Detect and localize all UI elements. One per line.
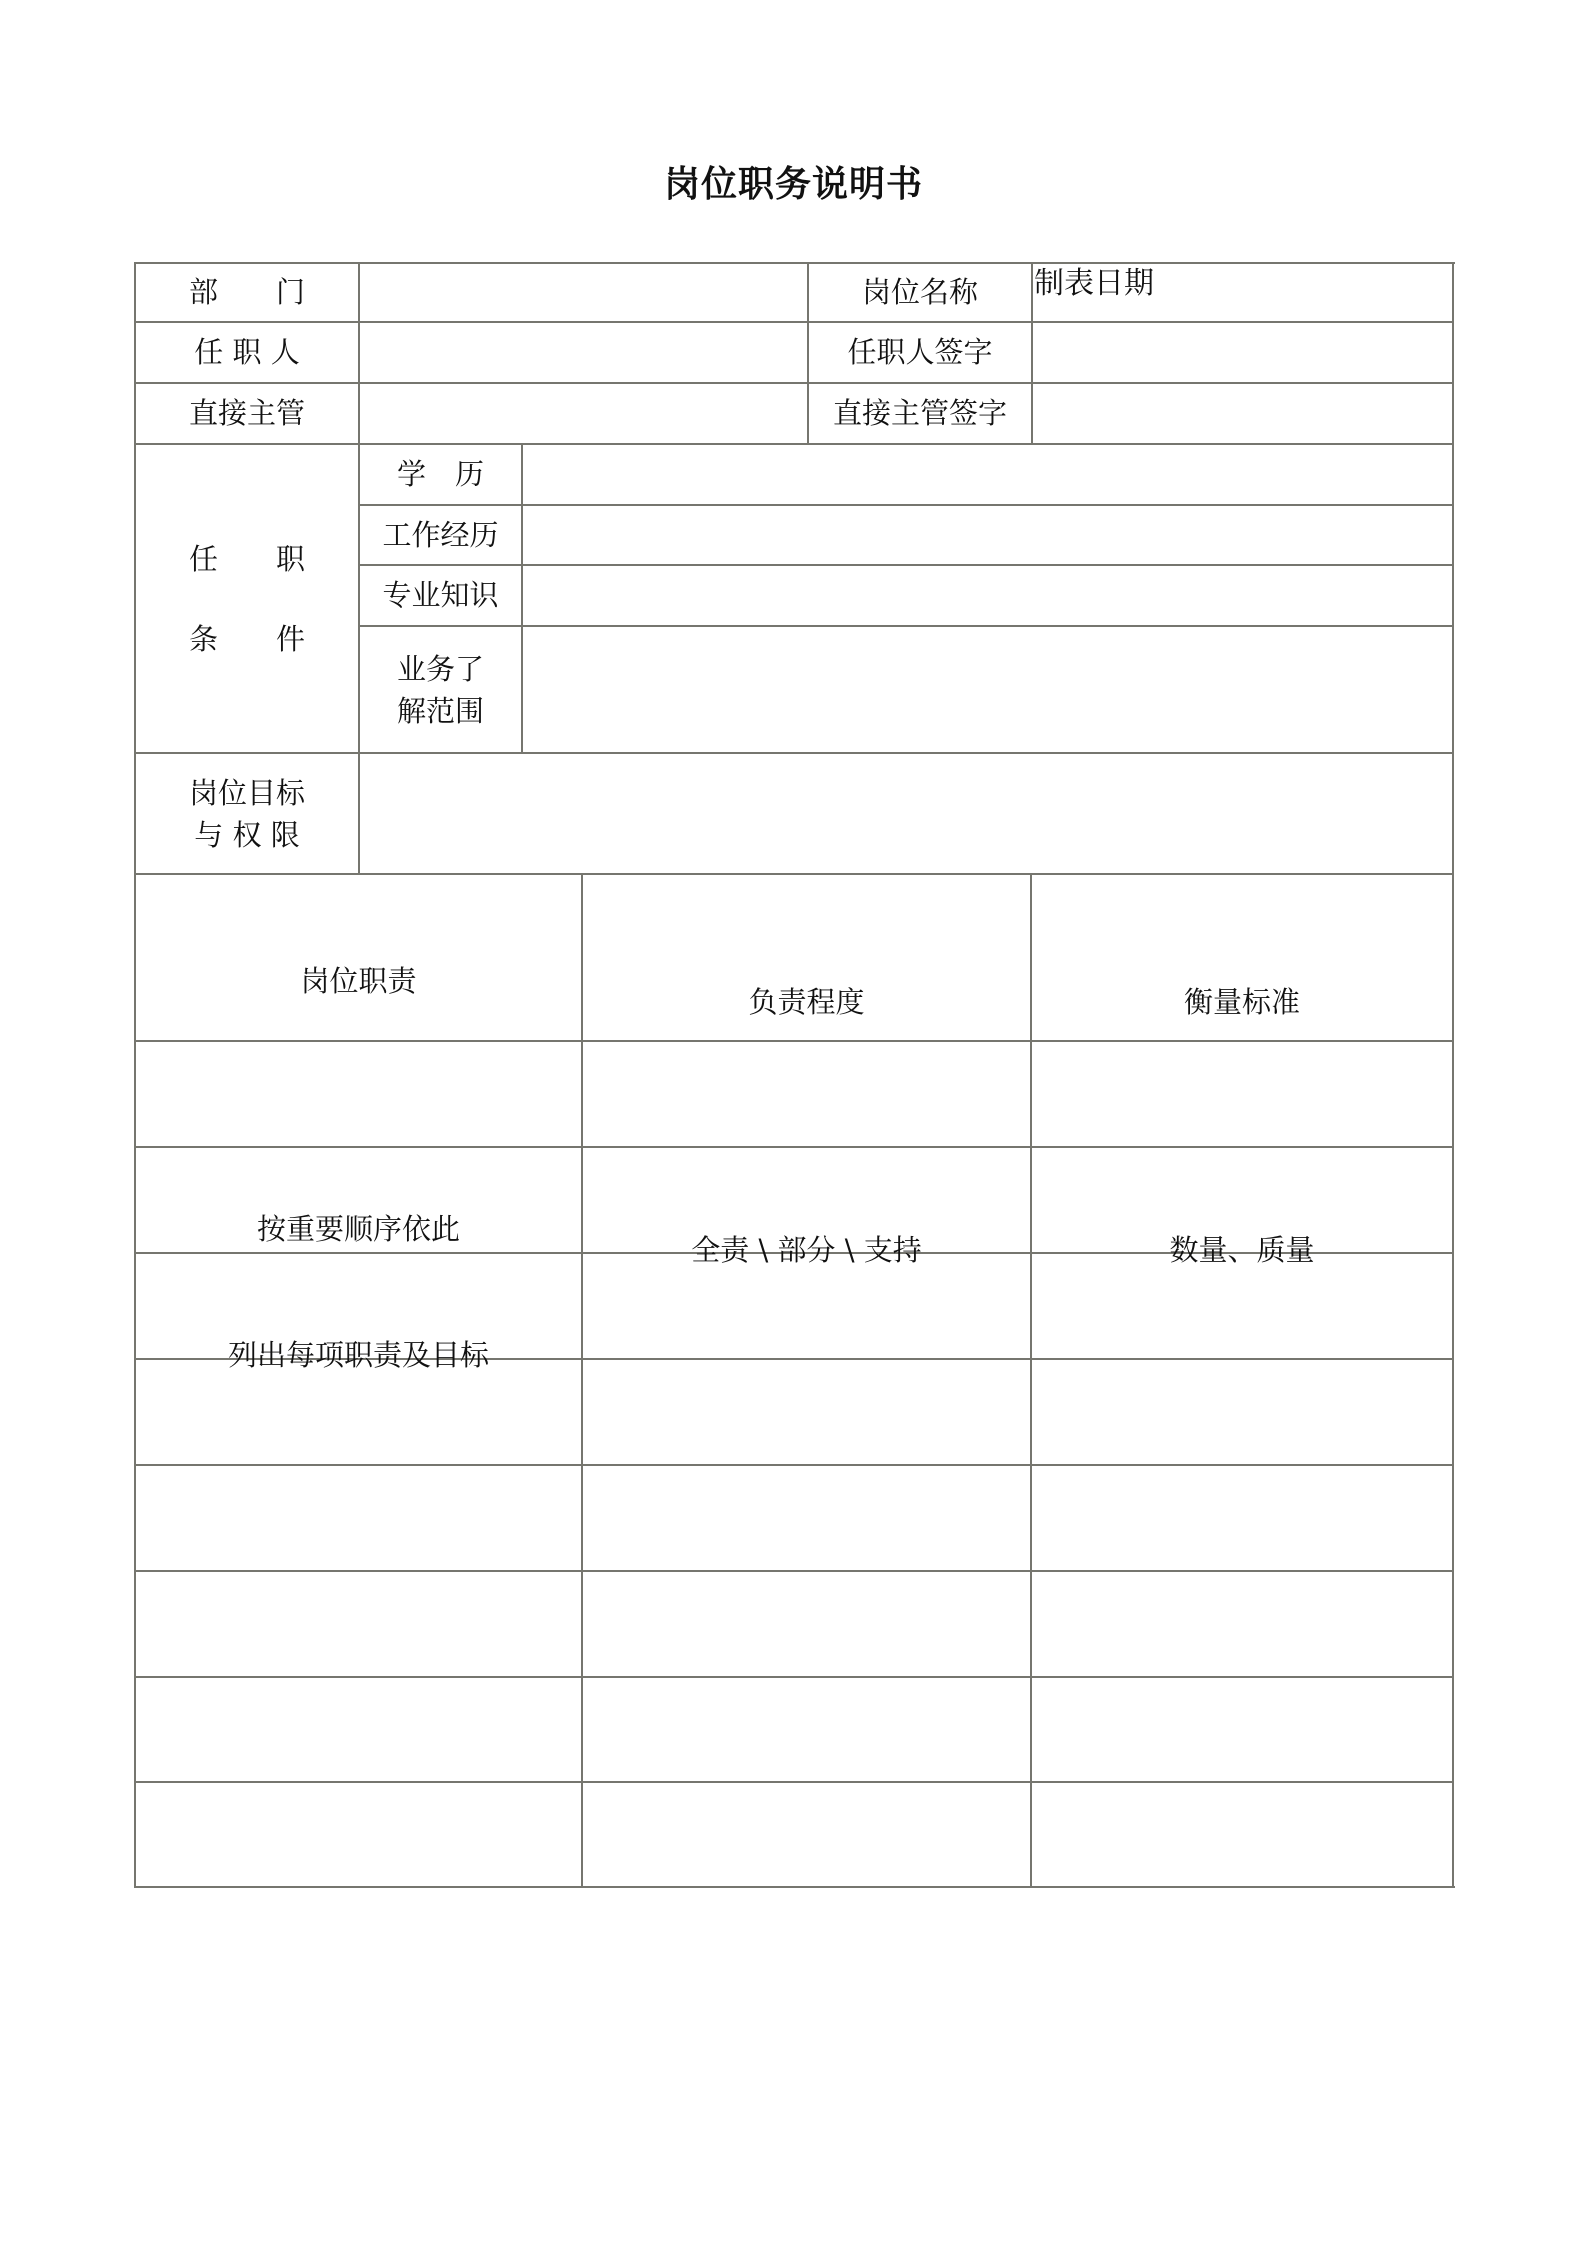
duty-cell[interactable] [136,1360,581,1464]
degree-cell[interactable] [583,1042,1030,1146]
position-name-label: 岗位名称 [861,275,978,310]
objectives-label-line2: 与 权 限 [194,817,300,852]
standard-cell[interactable] [1032,1678,1452,1781]
duties-header-note-line1: 按重要顺序依此 [256,1212,460,1246]
degree-header-title: 负责程度 [748,985,865,1019]
direct-supervisor-label: 直接主管 [188,396,305,431]
position-name-field[interactable] [1033,264,1452,321]
business-scope-label-line2: 解范围 [396,693,484,728]
work-experience-field[interactable] [523,506,1452,564]
incumbent-signature-field[interactable] [1033,323,1452,382]
standard-header-title: 衡量标准 [1183,985,1300,1019]
duties-header-note-line2: 列出每项职责及目标 [227,1338,489,1372]
incumbent-field[interactable] [360,323,807,382]
date-label: 制表日期 [1034,266,1154,301]
degree-cell[interactable] [583,1148,1030,1252]
business-scope-field[interactable] [523,627,1452,752]
standard-header-note: 数量、质量 [1169,1233,1315,1267]
qualifications-label-line2: 条 件 [188,622,305,656]
standard-cell[interactable] [1032,1254,1452,1358]
business-scope-label [359,626,522,753]
supervisor-signature-field[interactable] [1033,384,1452,443]
duty-cell[interactable] [136,1572,581,1676]
objectives-label-line1: 岗位目标 [188,775,305,810]
duty-cell[interactable] [136,1783,581,1886]
standard-cell[interactable] [1032,1148,1452,1252]
table-border-bottom [135,1886,1455,1888]
standard-cell[interactable] [1032,1783,1452,1886]
work-experience-label: 工作经历 [382,517,499,552]
degree-cell[interactable] [583,1466,1030,1570]
incumbent-label: 任 职 人 [194,335,300,370]
direct-supervisor-field[interactable] [360,384,807,443]
duty-cell[interactable] [136,1042,581,1146]
degree-cell[interactable] [583,1254,1030,1358]
duty-cell[interactable] [136,1678,581,1781]
education-label: 学 历 [396,457,484,492]
professional-knowledge-label: 专业知识 [382,578,499,613]
duty-cell[interactable] [136,1148,581,1252]
business-scope-label-line1: 业务了 [396,651,484,686]
education-field[interactable] [523,445,1452,504]
document-title: 岗位职务说明书 [663,163,923,205]
degree-cell[interactable] [583,1360,1030,1464]
degree-header-note: 全责 \ 部分 \ 支持 [691,1233,922,1267]
qualifications-label-line1: 任 职 [188,542,305,576]
qualifications-group-label [135,444,359,754]
degree-cell[interactable] [583,1783,1030,1886]
objectives-label [135,753,359,874]
department-label: 部 门 [188,275,305,310]
supervisor-signature-label: 直接主管签字 [832,396,1007,431]
standard-cell[interactable] [1032,1042,1452,1146]
degree-cell[interactable] [583,1572,1030,1676]
professional-knowledge-field[interactable] [523,566,1452,625]
duties-header-title: 岗位职责 [300,964,417,998]
objectives-field[interactable] [360,754,1452,873]
duty-cell[interactable] [136,1254,581,1358]
degree-cell[interactable] [583,1678,1030,1781]
incumbent-signature-label: 任职人签字 [847,335,993,370]
duty-cell[interactable] [136,1466,581,1570]
department-field[interactable] [360,264,807,321]
standard-cell[interactable] [1032,1360,1452,1464]
standard-cell[interactable] [1032,1572,1452,1676]
standard-cell[interactable] [1032,1466,1452,1570]
